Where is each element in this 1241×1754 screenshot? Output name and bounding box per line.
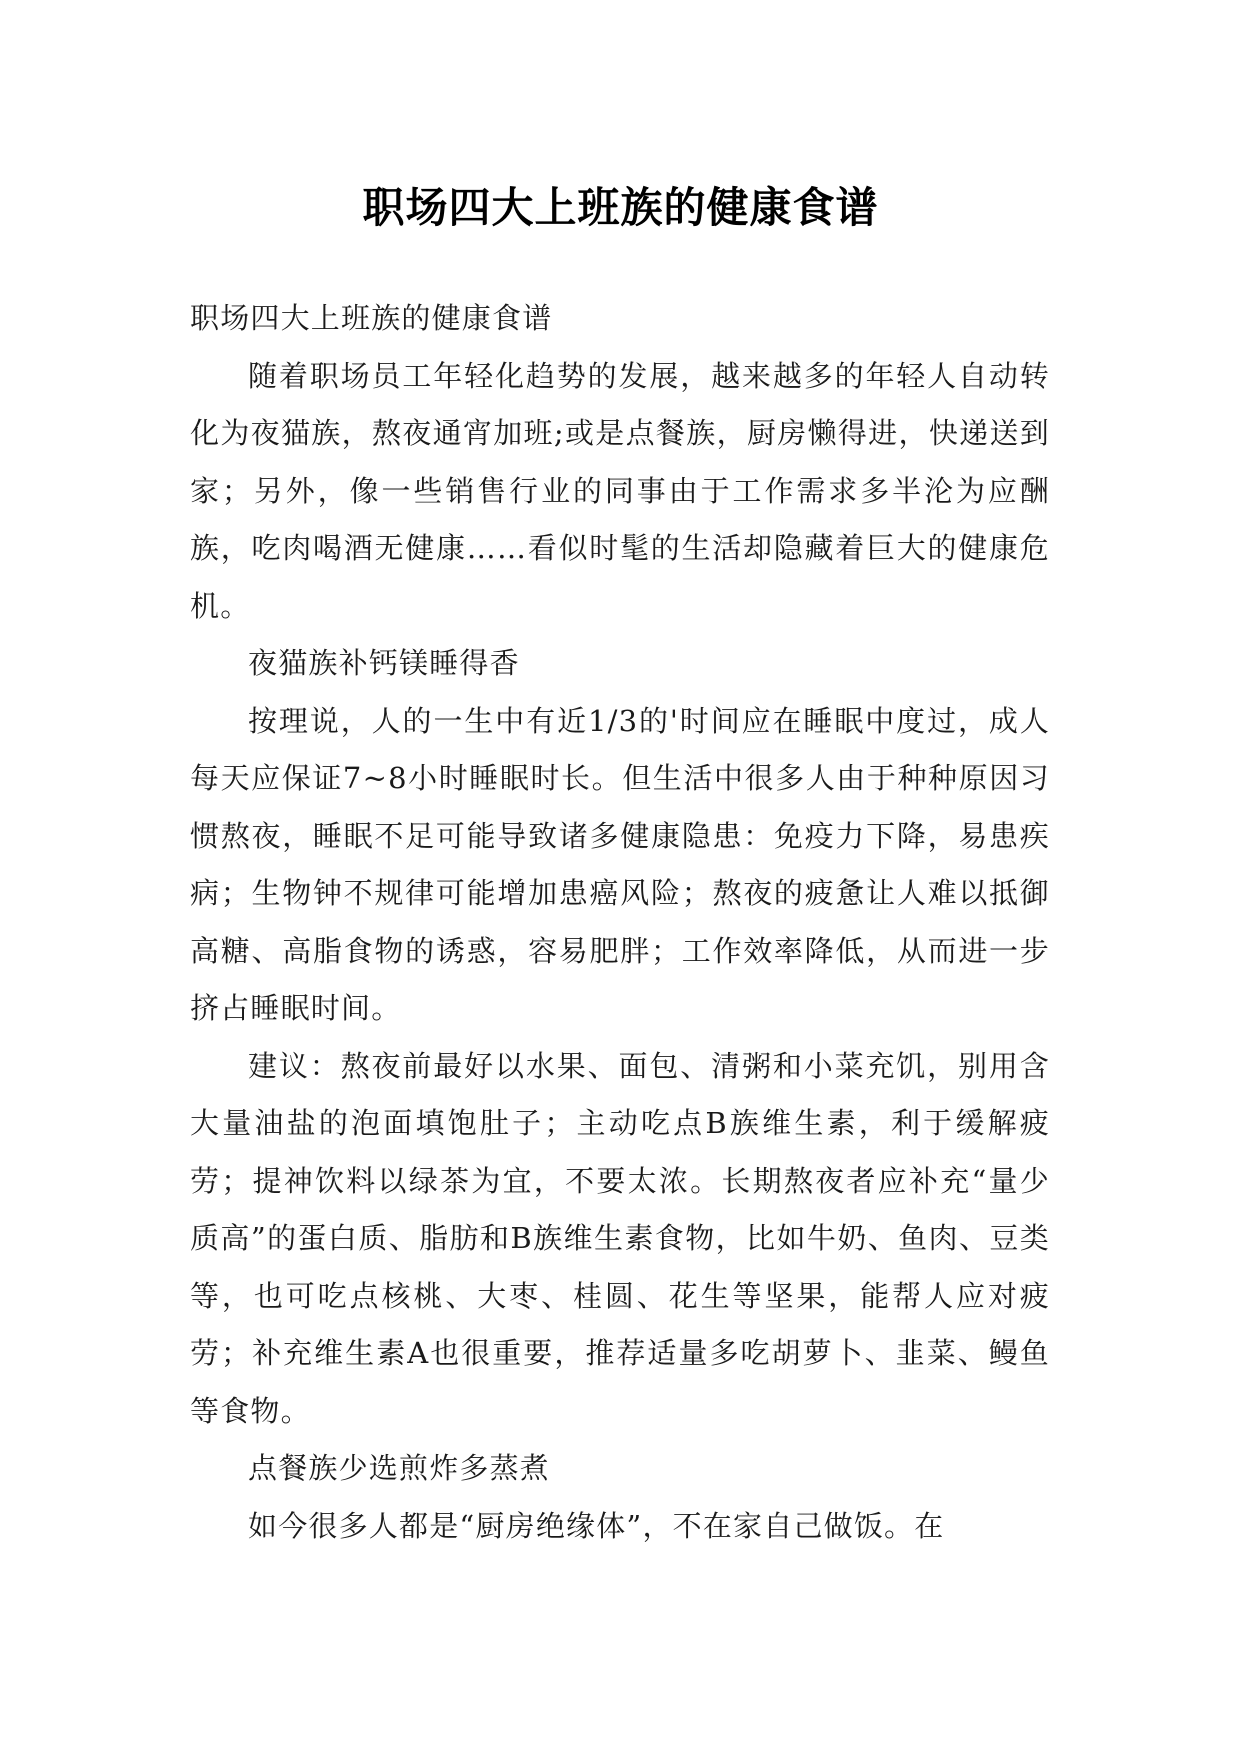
subtitle-paragraph: 职场四大上班族的健康食谱 — [190, 301, 553, 335]
section-heading-night-owl: 夜猫族补钙镁睡得香 — [248, 646, 520, 680]
night-owl-advice-paragraph: 建议：熬夜前最好以水果、面包、清粥和小菜充饥，别用含大量油盐的泡面填饱肚子；主动吃点B族维生素，利于缓解疲劳；提神饮料以绿茶为宜，不要太浓。长期熬夜者应补充“量少质高”的蛋白质、脂肪和B族维生素食物，比如牛奶、鱼肉、豆类等，也可吃点核桃、大枣、桂圆、花生等坚果，能帮人应对疲劳；补充维生素A也很重要，推荐适量多吃胡萝卜、韭菜、鳗鱼等食物。 — [190, 1048, 1050, 1428]
night-owl-paragraph: 按理说，人的一生中有近1/3的'时间应在睡眠中度过，成人每天应保证7~8小时睡眠时长。但生活中很多人由于种种原因习惯熬夜，睡眠不足可能导致诸多健康隐患：免疫力下降，易患疾病；生物钟不规律可能增加患癌风险；熬夜的疲惫让人难以抵御高糖、高脂食物的诱惑，容易肥胖；工作效率降低，从而进一步挤占睡眠时间。 — [190, 703, 1050, 1025]
document-title: 职场四大上班族的健康食谱 — [362, 183, 879, 233]
takeout-paragraph: 如今很多人都是“厨房绝缘体”，不在家自己做饭。在 — [248, 1508, 945, 1543]
intro-paragraph: 随着职场员工年轻化趋势的发展，越来越多的年轻人自动转化为夜猫族，熬夜通宵加班;或是点餐族，厨房懒得进，快递送到家；另外，像一些销售行业的同事由于工作需求多半沦为应酬族，吃肉喝酒无健康……看似时髦的生活却隐藏着巨大的健康危机。 — [190, 358, 1050, 623]
section-heading-takeout: 点餐族少选煎炸多蒸煮 — [248, 1451, 551, 1485]
document-body — [190, 290, 1050, 1555]
